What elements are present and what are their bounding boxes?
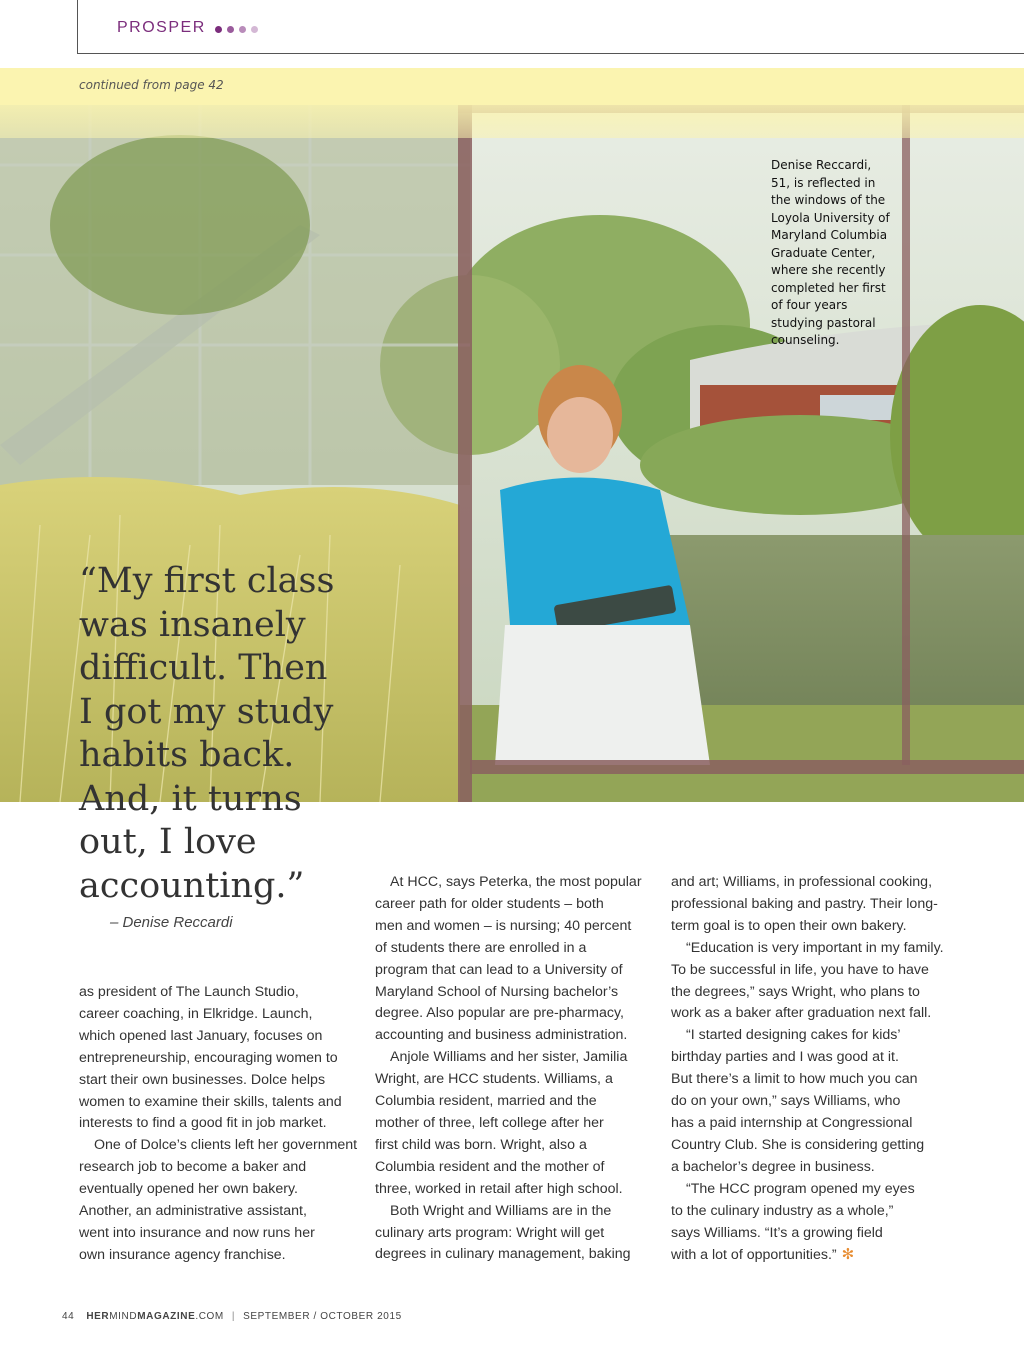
- text-line: Country Club. She is considering getting: [671, 1136, 925, 1153]
- article-column-1: [79, 982, 359, 1267]
- text-line: culinary arts program: Wright will get: [375, 1224, 605, 1241]
- page-number: 44: [62, 1311, 75, 1322]
- paragraph: [375, 1047, 655, 1200]
- text-line: Maryland School of Nursing bachelor’s: [375, 983, 619, 1000]
- text-line: three, worked in retail after high school.: [375, 1180, 623, 1197]
- text-line: “The HCC program opened my eyes: [686, 1180, 915, 1197]
- brand-part: HER: [86, 1311, 110, 1322]
- paragraph: [375, 872, 655, 1047]
- end-mark-icon: ✻: [841, 1246, 855, 1264]
- section-dots: [215, 26, 258, 34]
- text-line: degree. Also popular are pre-pharmacy,: [375, 1005, 624, 1022]
- text-line: At HCC, says Peterka, the most popular: [390, 874, 642, 890]
- text-line: to the culinary industry as a whole,”: [671, 1202, 894, 1219]
- text-line: Both Wright and Williams are in the: [390, 1202, 612, 1219]
- text-line: as president of The Launch Studio,: [79, 984, 299, 1000]
- text-line: the degrees,” says Wright, who plans to: [671, 983, 920, 1000]
- text-line: of students there are enrolled in a: [375, 939, 587, 956]
- text-line: interests to find a good fit in job market.: [79, 1115, 327, 1132]
- brand-part: MAGAZINE: [137, 1311, 196, 1322]
- text-line: “Education is very important in my family.: [686, 939, 944, 956]
- paragraph: [671, 1179, 951, 1268]
- text-line: entrepreneurship, encouraging women to: [79, 1049, 338, 1066]
- header-vertical-rule: [77, 0, 78, 54]
- text-line: birthday parties and I was good at it.: [671, 1049, 899, 1066]
- text-line: has a paid internship at Congressional: [671, 1114, 913, 1131]
- article-column-2: [375, 872, 655, 1266]
- article-column-3: [671, 872, 951, 1267]
- text-line: went into insurance and now runs her: [79, 1224, 315, 1241]
- issue-date: SEPTEMBER / OCTOBER 2015: [243, 1311, 402, 1322]
- text-line: Anjole Williams and her sister, Jamilia: [390, 1049, 628, 1066]
- text-line: work as a baker after graduation next fall.: [671, 1005, 932, 1022]
- text-line: and art; Williams, in professional cooking,: [671, 874, 933, 890]
- section-dot: [215, 26, 222, 33]
- text-line: own insurance agency franchise.: [79, 1246, 286, 1263]
- paragraph: [79, 982, 359, 1135]
- pull-quote: [79, 560, 349, 908]
- text-line: eventually opened her own bakery.: [79, 1181, 298, 1198]
- text-line: [671, 1244, 951, 1267]
- pull-quote-line: out, I love: [79, 822, 257, 862]
- text-line: Wright, are HCC students. Williams, a: [375, 1071, 613, 1088]
- text-line: a bachelor’s degree in business.: [671, 1158, 875, 1175]
- text-line: accounting and business administration.: [375, 1027, 628, 1044]
- text-line: start their own businesses. Dolce helps: [79, 1071, 326, 1088]
- text-line: Another, an administrative assistant,: [79, 1203, 307, 1220]
- section-dot: [239, 26, 246, 33]
- continued-note: continued from page 42: [79, 78, 224, 92]
- text-line: career path for older students – both: [375, 895, 604, 912]
- text-line-text: with a lot of opportunities.”: [671, 1247, 837, 1264]
- text-line: mother of three, left college after her: [375, 1114, 604, 1131]
- text-line: One of Dolce’s clients left her government: [94, 1137, 358, 1154]
- section-dot: [251, 26, 258, 33]
- brand-part: MIND: [109, 1311, 138, 1322]
- text-line: But there’s a limit to how much you can: [671, 1071, 918, 1088]
- text-line: do on your own,” says Williams, who: [671, 1093, 901, 1110]
- text-line: research job to become a baker and: [79, 1159, 307, 1176]
- text-line: Columbia resident and the mother of: [375, 1158, 605, 1175]
- header-horizontal-rule: [77, 53, 1024, 54]
- pull-quote-line: accounting.”: [79, 865, 305, 906]
- pull-quote-line: I got my study: [79, 691, 334, 732]
- footer-separator: |: [231, 1311, 236, 1322]
- pull-quote-line: was insanely: [79, 604, 306, 645]
- paragraph: [671, 938, 951, 1026]
- text-line: men and women – is nursing; 40 percent: [375, 917, 632, 934]
- paragraph: [375, 1201, 655, 1267]
- pull-quote-attribution: – Denise Reccardi: [110, 914, 233, 931]
- text-line: which opened last January, focuses on: [79, 1027, 323, 1044]
- page-footer: [62, 1311, 402, 1322]
- paragraph: [671, 1025, 951, 1178]
- photo-caption: Denise Reccardi, 51, is reflected in the windows of the Loyola University of Maryland Columbia Graduate Center, where she recently completed her first of four years studying pastoral counseling.: [771, 158, 890, 347]
- text-line: first child was born. Wright, also a: [375, 1136, 587, 1153]
- text-line: To be successful in life, you have to have: [671, 961, 929, 978]
- pull-quote-line: difficult. Then: [79, 648, 328, 688]
- text-line: program that can lead to a University of: [375, 961, 623, 978]
- text-line: “I started designing cakes for kids’: [686, 1027, 901, 1044]
- text-line: professional baking and pastry. Their long-: [671, 895, 938, 912]
- paragraph: [79, 1135, 359, 1266]
- section-label: PROSPER: [117, 19, 206, 36]
- brand-part: .COM: [195, 1311, 224, 1322]
- text-line: Columbia resident, married and the: [375, 1093, 597, 1110]
- paragraph: [671, 872, 951, 938]
- pull-quote-line: And, it turns: [79, 778, 302, 819]
- text-line: women to examine their skills, talents and: [79, 1093, 342, 1110]
- pull-quote-line: “My first class: [79, 561, 335, 601]
- text-line: degrees in culinary management, baking: [375, 1246, 631, 1263]
- text-line: term goal is to open their own bakery.: [671, 917, 907, 934]
- text-line: says Williams. “It’s a growing field: [671, 1224, 883, 1241]
- section-dot: [227, 26, 234, 33]
- text-line: career coaching, in Elkridge. Launch,: [79, 1005, 313, 1022]
- pull-quote-line: habits back.: [79, 735, 295, 775]
